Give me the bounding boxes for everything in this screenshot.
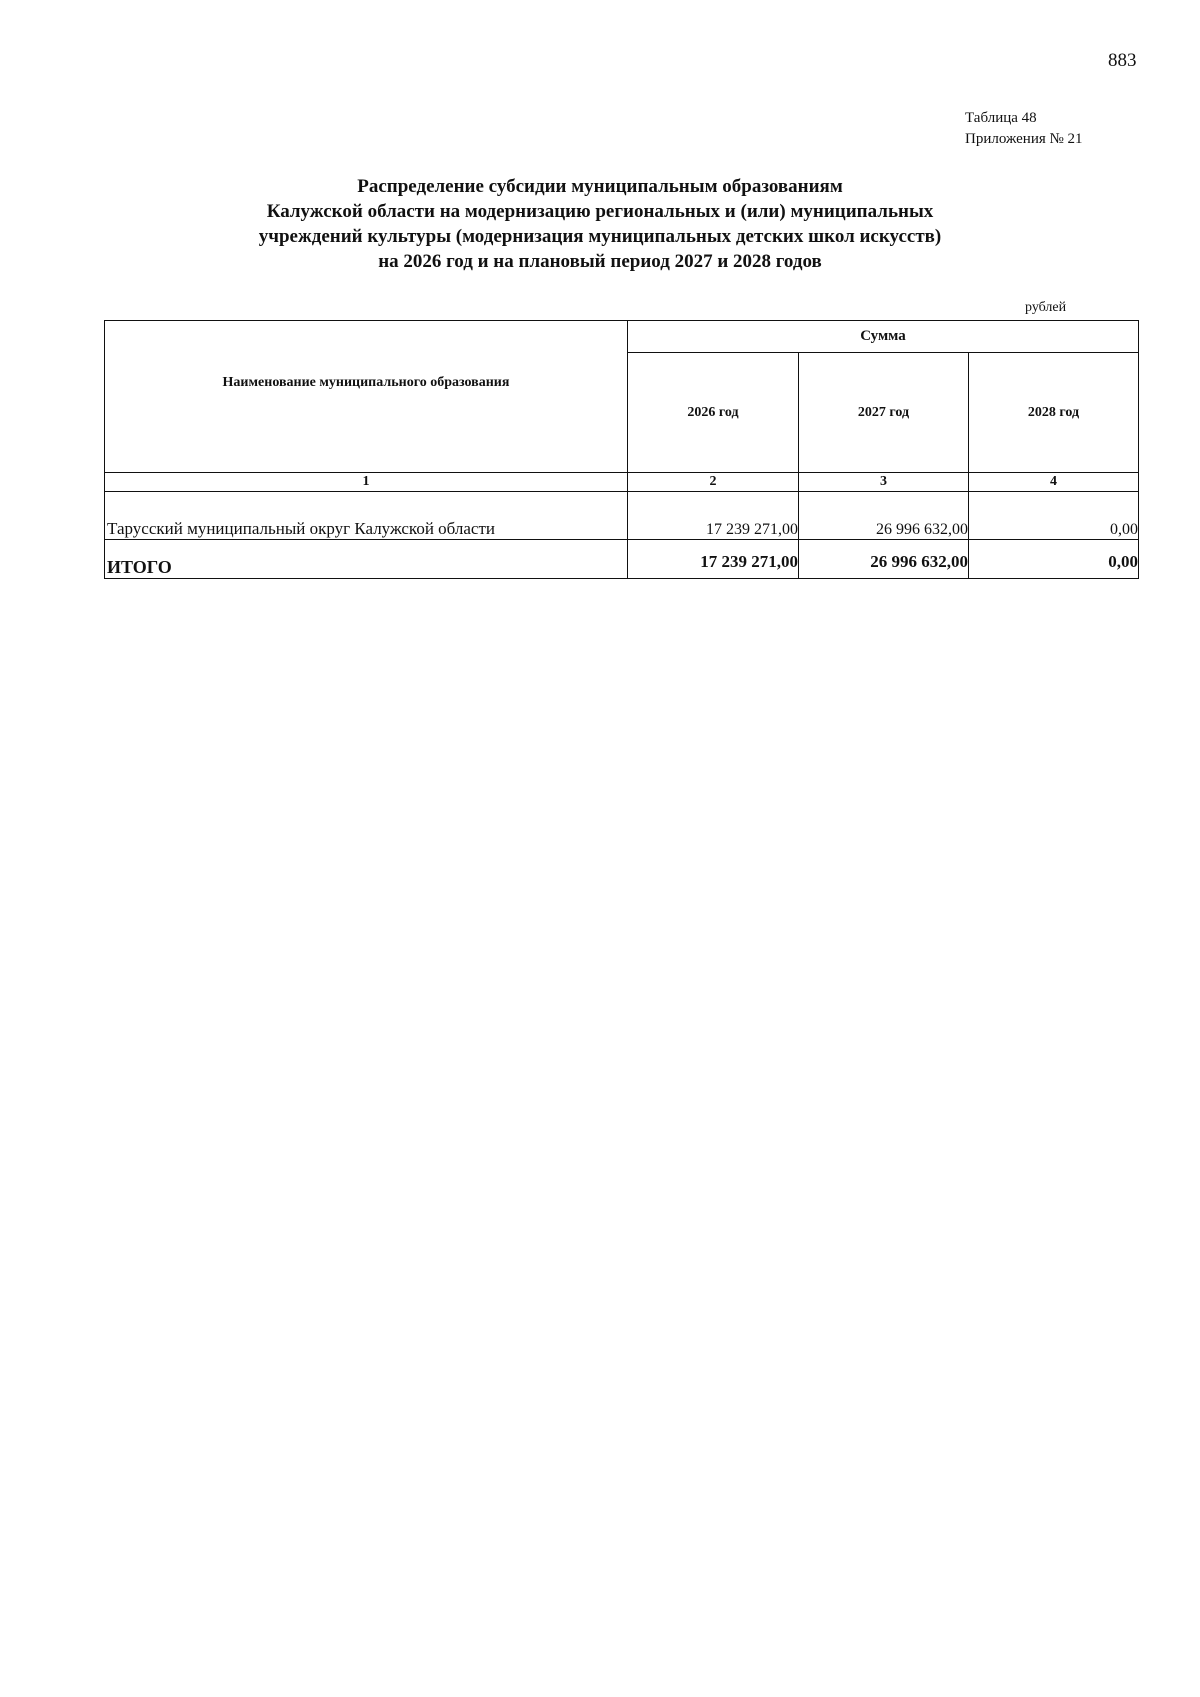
title-line: Распределение субсидии муниципальным образованиям (357, 176, 843, 197)
table-reference (965, 108, 1083, 150)
spacer-row (105, 492, 1139, 513)
value-2028: 0,00 (969, 512, 1139, 540)
header-municipality-name: Наименование муниципального образования (105, 321, 628, 473)
column-number-3: 3 (799, 473, 969, 492)
appendix-number: Приложения № 21 (965, 131, 1083, 147)
title-line: учреждений культуры (модернизация муниципальных детских школ искусств) (258, 226, 942, 247)
total-2026: 17 239 271,00 (628, 540, 799, 579)
units-label: рублей (1025, 300, 1067, 315)
value-2026: 17 239 271,00 (628, 512, 799, 540)
title-line: Калужской области на модернизацию региональных и (или) муниципальных (266, 201, 934, 222)
header-sum: Сумма (628, 321, 1139, 353)
total-label: ИТОГО (105, 540, 628, 579)
total-2028: 0,00 (969, 540, 1139, 579)
table-number: Таблица 48 (965, 110, 1037, 126)
subsidy-table (104, 320, 1139, 579)
total-row (105, 540, 1139, 579)
column-number-4: 4 (969, 473, 1139, 492)
column-number-1: 1 (105, 473, 628, 492)
document-title (150, 174, 1050, 274)
column-number-2: 2 (628, 473, 799, 492)
page-number: 883 (1108, 50, 1137, 71)
table-row (105, 512, 1139, 540)
title-line: на 2026 год и на плановый период 2027 и 2028 годов (378, 251, 822, 272)
total-2027: 26 996 632,00 (799, 540, 969, 579)
header-year-2028: 2028 год (969, 353, 1139, 473)
header-year-2027: 2027 год (799, 353, 969, 473)
municipality-name: Тарусский муниципальный округ Калужской области (105, 512, 628, 540)
value-2027: 26 996 632,00 (799, 512, 969, 540)
header-year-2026: 2026 год (628, 353, 799, 473)
